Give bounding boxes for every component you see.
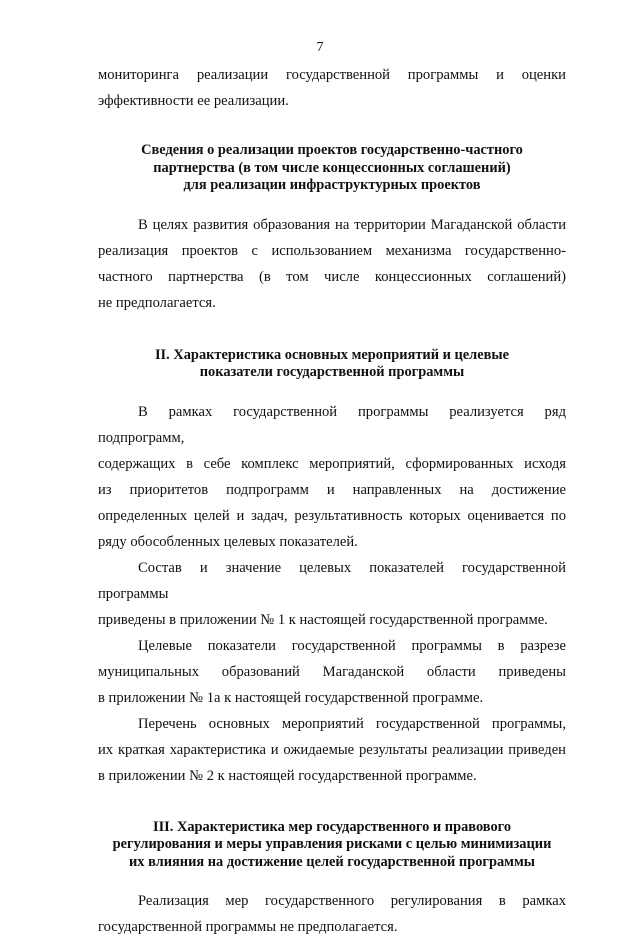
- text-line: эффективности ее реализации.: [98, 93, 289, 109]
- text-line: не предполагается.: [98, 294, 216, 311]
- ppp-section-heading: Сведения о реализации проектов государственно-частного партнерства (в том числе концессионных соглашений) для реализации инфраструктурных проектов: [141, 142, 523, 193]
- text-line: частного партнерства (в том числе концессионных соглашений): [98, 268, 566, 285]
- section-2-heading: II. Характеристика основных мероприятий и целевые показатели государственной программы: [154, 346, 510, 380]
- section-2-paragraph-2: [98, 555, 566, 633]
- document-body: [98, 62, 566, 940]
- text-line: Реализация мер государственного регулирования в рамках: [138, 893, 566, 909]
- section-2-paragraph-3: [98, 633, 566, 711]
- section-2-paragraph-1: [98, 399, 566, 555]
- text-line: муниципальных образований Магаданской области приведены: [98, 663, 566, 680]
- text-line: определенных целей и задач, результативность которых оценивается по: [98, 507, 566, 524]
- text-line: ряду обособленных целевых показателей.: [98, 533, 358, 550]
- text-line: Перечень основных мероприятий государственной программы,: [138, 715, 566, 732]
- text-line: содержащих в себе комплекс мероприятий, сформированных исходя: [98, 455, 566, 472]
- text-line: государственной программы не предполагается.: [98, 919, 398, 935]
- text-line: мониторинга реализации государственной программы и оценки: [98, 67, 566, 83]
- text-line: в приложении № 1а к настоящей государственной программе.: [98, 689, 484, 706]
- section-2-paragraph-4: [98, 711, 566, 789]
- text-line: В целях развития образования на территории Магаданской области: [138, 216, 566, 233]
- ppp-paragraph: [98, 212, 566, 316]
- intro-paragraph: [98, 62, 566, 114]
- text-line: Целевые показатели государственной программы в разрезе: [138, 637, 566, 654]
- text-line: в приложении № 2 к настоящей государственной программе.: [98, 767, 477, 784]
- page-number: 7: [316, 40, 324, 55]
- text-line: В рамках государственной программы реализуется ряд подпрограмм,: [98, 403, 566, 446]
- text-line: приведены в приложении № 1 к настоящей государственной программе.: [98, 611, 548, 628]
- section-3-paragraph: [98, 888, 566, 940]
- text-line: реализация проектов с использованием механизма государственно-: [98, 242, 566, 259]
- text-line: их краткая характеристика и ожидаемые результаты реализации приведен: [98, 741, 566, 758]
- text-line: Состав и значение целевых показателей государственной программы: [98, 559, 566, 602]
- text-line: из приоритетов подпрограмм и направленных на достижение: [98, 481, 566, 498]
- section-3-heading: III. Характеристика мер государственного и правового регулирования и меры управления рисками с целью минимизации их влияния на достижение целей государственной программы: [112, 818, 552, 870]
